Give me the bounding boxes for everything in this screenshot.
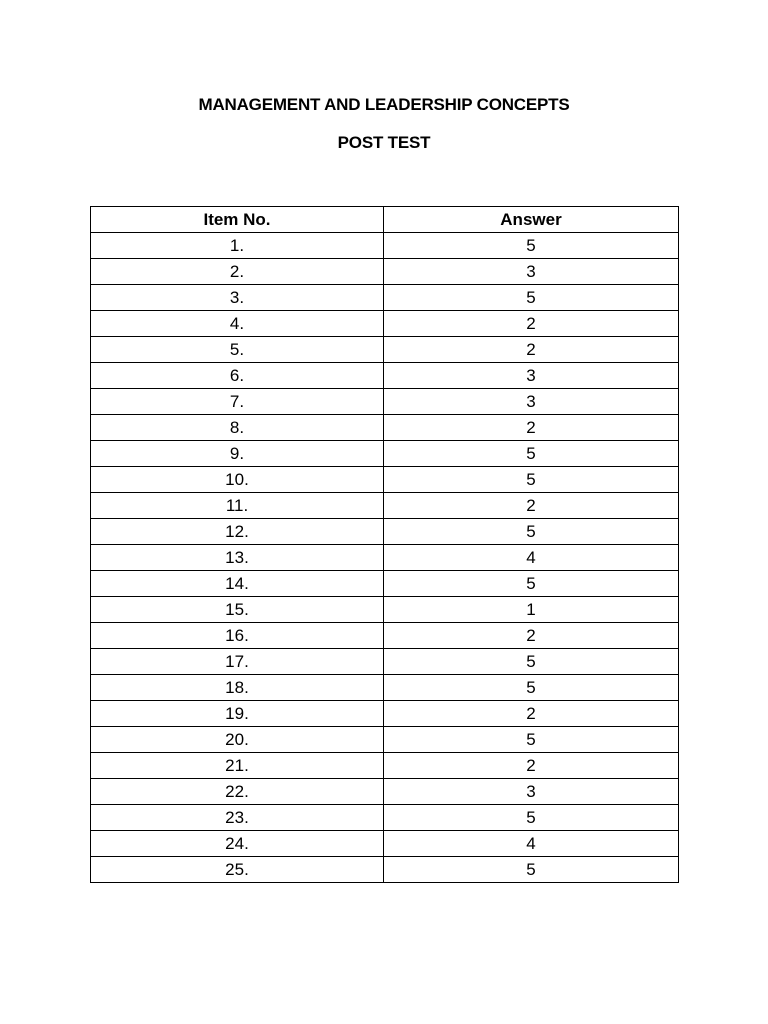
document-title: MANAGEMENT AND LEADERSHIP CONCEPTS <box>198 95 570 114</box>
column-header-item-no: Item No. <box>91 207 384 233</box>
item-number-cell: 9. <box>91 441 384 467</box>
answer-cell: 5 <box>384 857 679 883</box>
answer-cell: 4 <box>384 831 679 857</box>
table-body <box>91 233 679 883</box>
document-subtitle: POST TEST <box>337 133 431 152</box>
answer-cell: 3 <box>384 389 679 415</box>
answer-cell: 4 <box>384 545 679 571</box>
item-number-cell: 15. <box>91 597 384 623</box>
table-row <box>91 779 679 805</box>
item-number-cell: 24. <box>91 831 384 857</box>
answer-cell: 3 <box>384 779 679 805</box>
item-number-cell: 25. <box>91 857 384 883</box>
table-header-row <box>91 207 679 233</box>
item-number-cell: 6. <box>91 363 384 389</box>
table-row <box>91 623 679 649</box>
table-row <box>91 467 679 493</box>
table-row <box>91 727 679 753</box>
answer-cell: 5 <box>384 805 679 831</box>
table-row <box>91 545 679 571</box>
table-row <box>91 441 679 467</box>
table-row <box>91 389 679 415</box>
item-number-cell: 5. <box>91 337 384 363</box>
item-number-cell: 13. <box>91 545 384 571</box>
table-row <box>91 675 679 701</box>
answer-key-table <box>90 206 679 883</box>
item-number-cell: 14. <box>91 571 384 597</box>
table-row <box>91 571 679 597</box>
table-row <box>91 805 679 831</box>
item-number-cell: 11. <box>91 493 384 519</box>
item-number-cell: 18. <box>91 675 384 701</box>
answer-cell: 5 <box>384 467 679 493</box>
answer-cell: 2 <box>384 311 679 337</box>
answer-cell: 5 <box>384 727 679 753</box>
table-row <box>91 753 679 779</box>
table-row <box>91 285 679 311</box>
item-number-cell: 10. <box>91 467 384 493</box>
table-row <box>91 857 679 883</box>
answer-cell: 5 <box>384 233 679 259</box>
item-number-cell: 3. <box>91 285 384 311</box>
answer-cell: 5 <box>384 519 679 545</box>
column-header-answer: Answer <box>384 207 679 233</box>
answer-cell: 2 <box>384 493 679 519</box>
item-number-cell: 1. <box>91 233 384 259</box>
item-number-cell: 4. <box>91 311 384 337</box>
item-number-cell: 16. <box>91 623 384 649</box>
item-number-cell: 12. <box>91 519 384 545</box>
answer-cell: 5 <box>384 675 679 701</box>
item-number-cell: 7. <box>91 389 384 415</box>
answer-cell: 1 <box>384 597 679 623</box>
answer-cell: 3 <box>384 363 679 389</box>
table-row <box>91 649 679 675</box>
answer-cell: 2 <box>384 753 679 779</box>
answer-cell: 5 <box>384 571 679 597</box>
table-row <box>91 363 679 389</box>
item-number-cell: 21. <box>91 753 384 779</box>
answer-cell: 2 <box>384 701 679 727</box>
answer-cell: 2 <box>384 623 679 649</box>
table-row <box>91 311 679 337</box>
answer-cell: 5 <box>384 649 679 675</box>
item-number-cell: 17. <box>91 649 384 675</box>
table-row <box>91 701 679 727</box>
answer-cell: 5 <box>384 441 679 467</box>
table-row <box>91 493 679 519</box>
answer-cell: 2 <box>384 415 679 441</box>
table-row <box>91 337 679 363</box>
answer-cell: 5 <box>384 285 679 311</box>
table-row <box>91 597 679 623</box>
answer-cell: 2 <box>384 337 679 363</box>
item-number-cell: 23. <box>91 805 384 831</box>
item-number-cell: 2. <box>91 259 384 285</box>
table-row <box>91 415 679 441</box>
table-row <box>91 233 679 259</box>
item-number-cell: 8. <box>91 415 384 441</box>
item-number-cell: 20. <box>91 727 384 753</box>
table-row <box>91 259 679 285</box>
answer-cell: 3 <box>384 259 679 285</box>
item-number-cell: 19. <box>91 701 384 727</box>
item-number-cell: 22. <box>91 779 384 805</box>
table-row <box>91 831 679 857</box>
table-row <box>91 519 679 545</box>
